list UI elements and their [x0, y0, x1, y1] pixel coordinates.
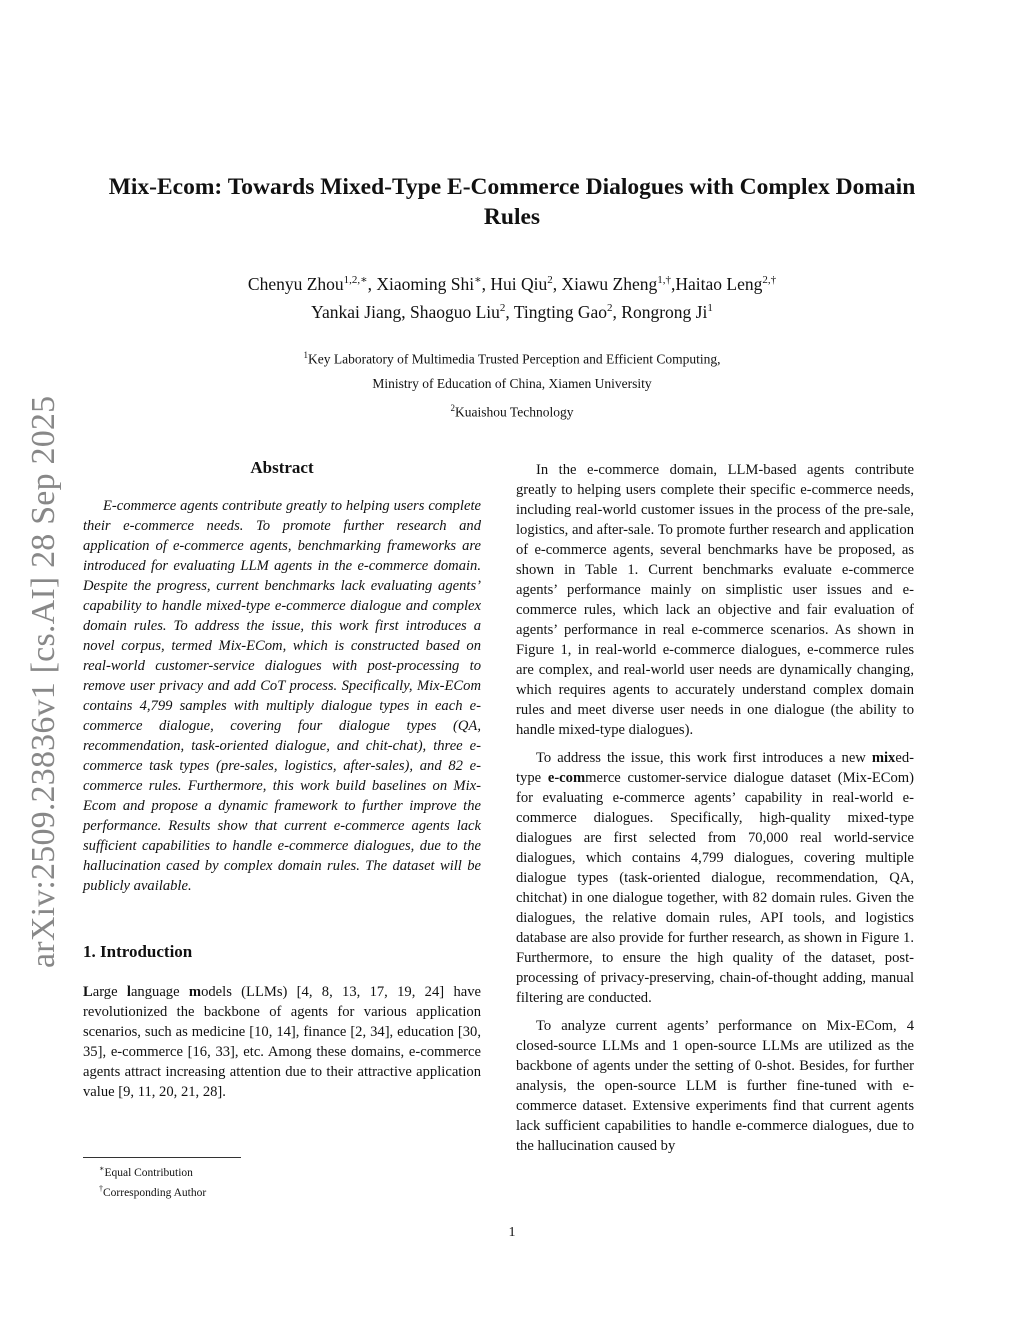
left-column — [83, 456, 481, 1110]
footnotes — [83, 1161, 481, 1201]
author-affil-mark: 1,2,∗ — [343, 274, 368, 286]
author-line-2 — [60, 296, 964, 324]
abstract-heading: Abstract — [250, 458, 314, 477]
author-affil-mark: 1,† — [657, 274, 671, 286]
footnote-equal-contribution — [83, 1161, 481, 1181]
footnote-mark: † — [99, 1183, 103, 1193]
author-name: , Xiawu Zheng — [552, 273, 658, 294]
author-name: , Rongrong Ji — [612, 301, 708, 322]
paragraph-text: ed-type — [516, 750, 914, 786]
footnote-divider — [83, 1157, 241, 1158]
author-name: Chenyu Zhou — [247, 273, 344, 294]
footnote-mark: ∗ — [99, 1164, 105, 1173]
affiliation-mark: 1 — [303, 350, 308, 360]
affiliations — [60, 343, 964, 424]
footnote-corresponding-author — [83, 1181, 481, 1201]
affiliation-text: Key Laboratory of Multimedia Trusted Perception and Efficient Computing, — [307, 351, 721, 367]
affiliation-line-1 — [60, 343, 964, 372]
emphasis-letter: L — [83, 984, 93, 1000]
author-name: , Xiaoming Shi — [367, 273, 475, 294]
introduction-paragraph — [83, 982, 481, 1102]
right-column — [516, 460, 914, 1164]
author-list — [60, 268, 964, 324]
paper-title — [60, 172, 964, 232]
author-affil-mark: ∗ — [474, 274, 482, 286]
author-name: , Tingting Gao — [505, 301, 608, 322]
introduction-heading: 1. Introduction — [83, 942, 193, 961]
page-number: 1 — [508, 1225, 516, 1240]
body-paragraph-2 — [516, 748, 914, 1008]
paragraph-text: merce customer-service dialogue dataset (Mix-ECom) for evaluating e-commerce agents’ capability in real-world e-commerce dialogues. Specifically, high-quality mixed-type dialogues are first selected from 70,000 real world-service dialogues, which contains 4,799 dialogues, covering multiple dialogue types (task-oriented dialogue, recommendation, QA, chitchat) in one dialogue together, with 82 domain rules. Given the dialogues, the relative domain rules, API tools, and logistics database are also provide for further research, as shown in Figure 1. Furthermore, to ensure the high quality of the dataset, post-processing of privacy-preserving, chain-of-thought adding, manual filtering are conducted. — [516, 770, 914, 1006]
emphasis-letter: l — [126, 984, 131, 1000]
arxiv-identifier-stamp: arXiv:2509.23836v1 [cs.AI] 28 Sep 2025 — [25, 395, 62, 968]
paper-title-line-1: Mix-Ecom: Towards Mixed-Type E-Commerce Dialogues with Complex Domain — [108, 174, 916, 200]
author-name: ,Haitao Leng — [670, 273, 763, 294]
author-line-1 — [60, 268, 964, 296]
footnote-text: Equal Contribution — [104, 1166, 193, 1179]
emphasis-text: e-com — [547, 770, 586, 786]
body-paragraph-3: To analyze current agents’ performance on Mix-ECom, 4 closed-source LLMs and 1 open-source LLMs are utilized as the backbone of agents under the setting of 0-shot. Besides, for further analysis, the open-source LLM is further fine-tuned with e-commerce dataset. Extensive experiments find that current agents lack sufficient capabilities to handle e-commerce dialogues, due to the hallucination caused by — [516, 1018, 914, 1154]
abstract-body: E-commerce agents contribute greatly to helping users complete their e-commerce needs. To promote further research and application of e-commerce agents, benchmarking frameworks are introduced for evaluating LLM agents in the e-commerce domain. Despite the progress, current benchmarks lack evaluating agents’ capability to handle mixed-type e-commerce dialogue and complex domain rules. To address the issue, this work first introduces a novel corpus, termed Mix-ECom, which is constructed based on real-world customer-service dialogues with post-processing to remove user privacy and add CoT process. Specifically, Mix-ECom contains 4,799 samples with multiply dialogue types in each e-commerce dialogue, covering four dialogue types (QA, recommendation, task-oriented dialogue, and chit-chat), three e-commerce task types (pre-sales, logistics, after-sales), and 82 e-commerce rules. Furthermore, this work build baselines on Mix-Ecom and propose a dynamic framework to further improve the performance. Results show that current e-commerce agents lack sufficient capabilities to handle e-commerce dialogues, due to the hallucination cased by complex domain rules. The dataset will be publicly available. — [83, 498, 481, 894]
paper-title-line-2: Rules — [483, 204, 541, 230]
emphasis-letter: m — [188, 984, 202, 1000]
author-name: Yankai Jiang, Shaoguo Liu — [311, 301, 500, 322]
author-affil-mark: 2 — [607, 301, 613, 314]
paragraph-text: To address the issue, this work first introduces a new — [536, 750, 872, 766]
paragraph-text: odels (LLMs) [4, 8, 13, 17, 19, 24] have revolutionized the backbone of agents for various application scenarios, such as medicine [10, 14], finance [2, 34], education [30, 35], e-commerce [16, 33], etc. Among these domains, e-commerce agents attract increasing attention due to their attractive application value [9, 11, 20, 21, 28]. — [83, 984, 481, 1100]
footnote-text: Corresponding Author — [103, 1186, 207, 1199]
affiliation-line-3 — [60, 396, 964, 425]
author-affil-mark: 2 — [547, 274, 553, 286]
paragraph-text: anguage — [130, 984, 189, 1000]
author-affil-mark: 1 — [707, 301, 713, 314]
paragraph-text: arge — [92, 984, 127, 1000]
author-affil-mark: 2 — [499, 301, 506, 314]
affiliation-line-2: Ministry of Education of China, Xiamen University — [372, 375, 652, 391]
affiliation-mark: 2 — [450, 402, 456, 413]
author-name: , Hui Qiu — [481, 273, 548, 294]
emphasis-text: mix — [871, 750, 896, 766]
author-affil-mark: 2,† — [762, 274, 777, 286]
affiliation-text: Kuaishou Technology — [455, 404, 574, 419]
body-paragraph-1: In the e-commerce domain, LLM-based agents contribute greatly to helping users complete their specific e-commerce needs, including real-world customer issues in the process of the pre-sale, logistics, and after-sale. To promote further research and application of e-commerce agents, several benchmarks have be proposed, as shown in Table 1. Current benchmarks evaluate e-commerce agents’ performance mainly on simplistic user issues and e-commerce rules, which lack an objective and fair evaluation of agents’ performance in real e-commerce scenarios. As shown in Figure 1, in real-world e-commerce dialogues, e-commerce rules are complex, and real-world user needs are dynamically changing, which requires agents to accurately understand complex domain rules and meet diverse user needs in one dialogue (the ability to handle mixed-type dialogues). — [516, 462, 914, 738]
